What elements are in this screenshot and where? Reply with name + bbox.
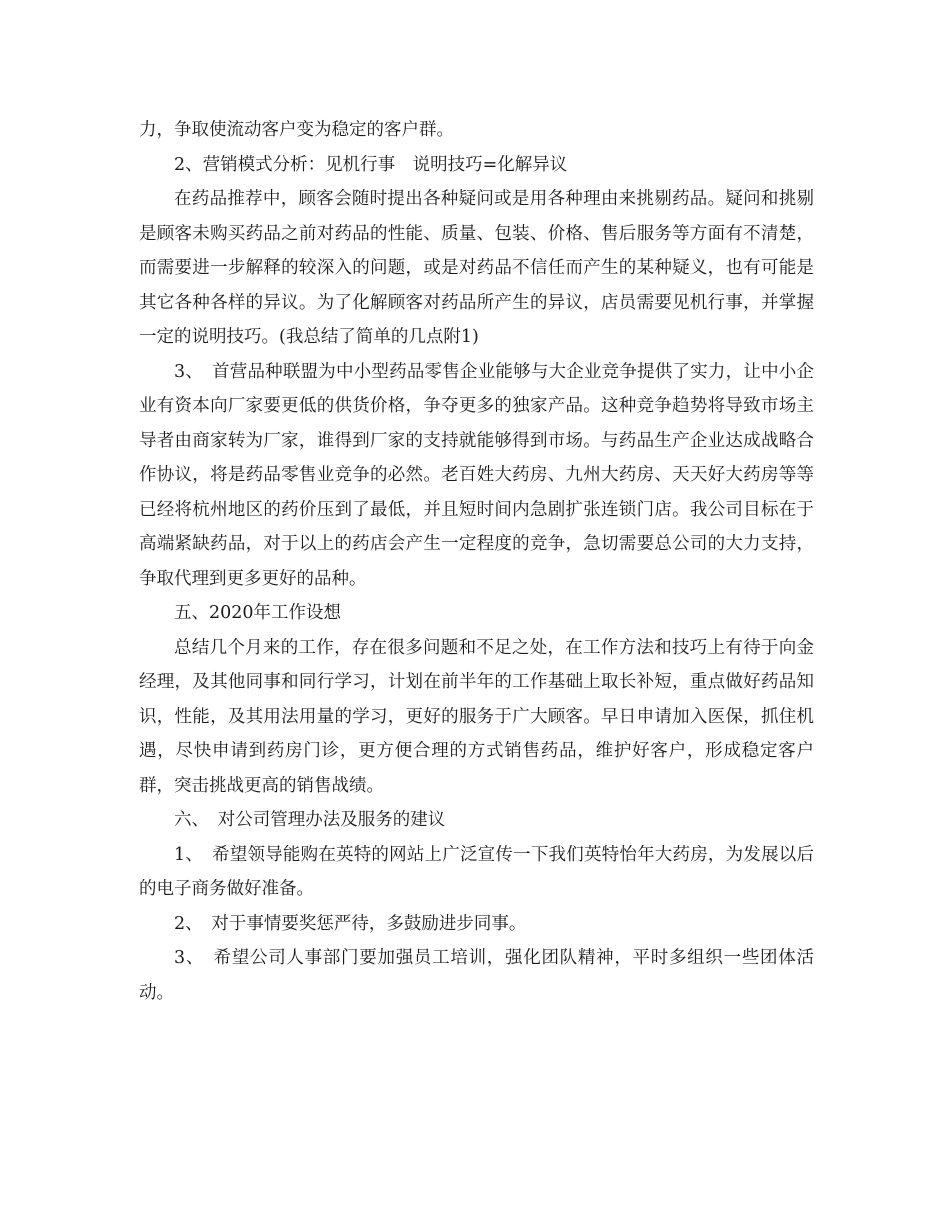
paragraph-alliance: 3、 首营品种联盟为中小型药品零售企业能够与大企业竞争提供了实力，让中小企业有资本向厂家要更低的供货价格，争夺更多的独家产品。这种竞争趋势将导致市场主导者由商家转为厂家，谁得到厂家的支持就能够得到市场。与药品生产企业达成战略合作协议，将是药品零售业竞争的必然。老百姓大药房、九州大药房、天天好大药房等等已经将杭州地区的药价压到了最低，并且短时间内急剧扩张连锁门店。我公司目标在于高端紧缺药品，对于以上的药店会产生一定程度的竞争，急切需要总公司的大力支持，争取代理到更多更好的品种。 — [139, 361, 814, 589]
paragraph-marketing-heading: 2、营销模式分析：见机行事 说明技巧=化解异议 — [174, 154, 568, 175]
suggestion-item-1: 1、 希望领导能购在英特的网站上广泛宣传一下我们英特怡年大药房，为发展以后的电子商务做好准备。 — [139, 844, 814, 899]
document-body — [139, 113, 814, 1010]
paragraph-work-plan: 总结几个月来的工作，存在很多问题和不足之处，在工作方法和技巧上有待于向金经理，及其他同事和同行学习，计划在前半年的工作基础上取长补短，重点做好药品知识，性能，及其用法用量的学习，更好的服务于广大顾客。早日申请加入医保，抓住机遇，尽快申请到药房门诊，更方便合理的方式销售药品，维护好客户，形成稳定客户群，突击挑战更高的销售战绩。 — [139, 637, 814, 796]
suggestion-item-3: 3、 希望公司人事部门要加强员工培训，强化团队精神，平时多组织一些团体活动。 — [139, 948, 814, 1003]
paragraph-continuation: 力，争取使流动客户变为稳定的客户群。 — [139, 120, 454, 140]
section-heading-work-plan: 五、2020年工作设想 — [174, 603, 342, 623]
suggestion-item-2: 2、 对于事情要奖惩严待，多鼓励进步同事。 — [174, 913, 527, 934]
section-heading-suggestions: 六、 对公司管理办法及服务的建议 — [174, 810, 446, 830]
paragraph-objections: 在药品推荐中，顾客会随时提出各种疑问或是用各种理由来挑剔药品。疑问和挑剔是顾客未购买药品之前对药品的性能、质量、包装、价格、售后服务等方面有不清楚，而需要进一步解释的较深入的问题，或是对药品不信任而产生的某种疑义，也有可能是其它各种各样的异议。为了化解顾客对药品所产生的异议，店员需要见机行事，并掌握一定的说明技巧。(我总结了简单的几点附1) — [139, 189, 814, 347]
